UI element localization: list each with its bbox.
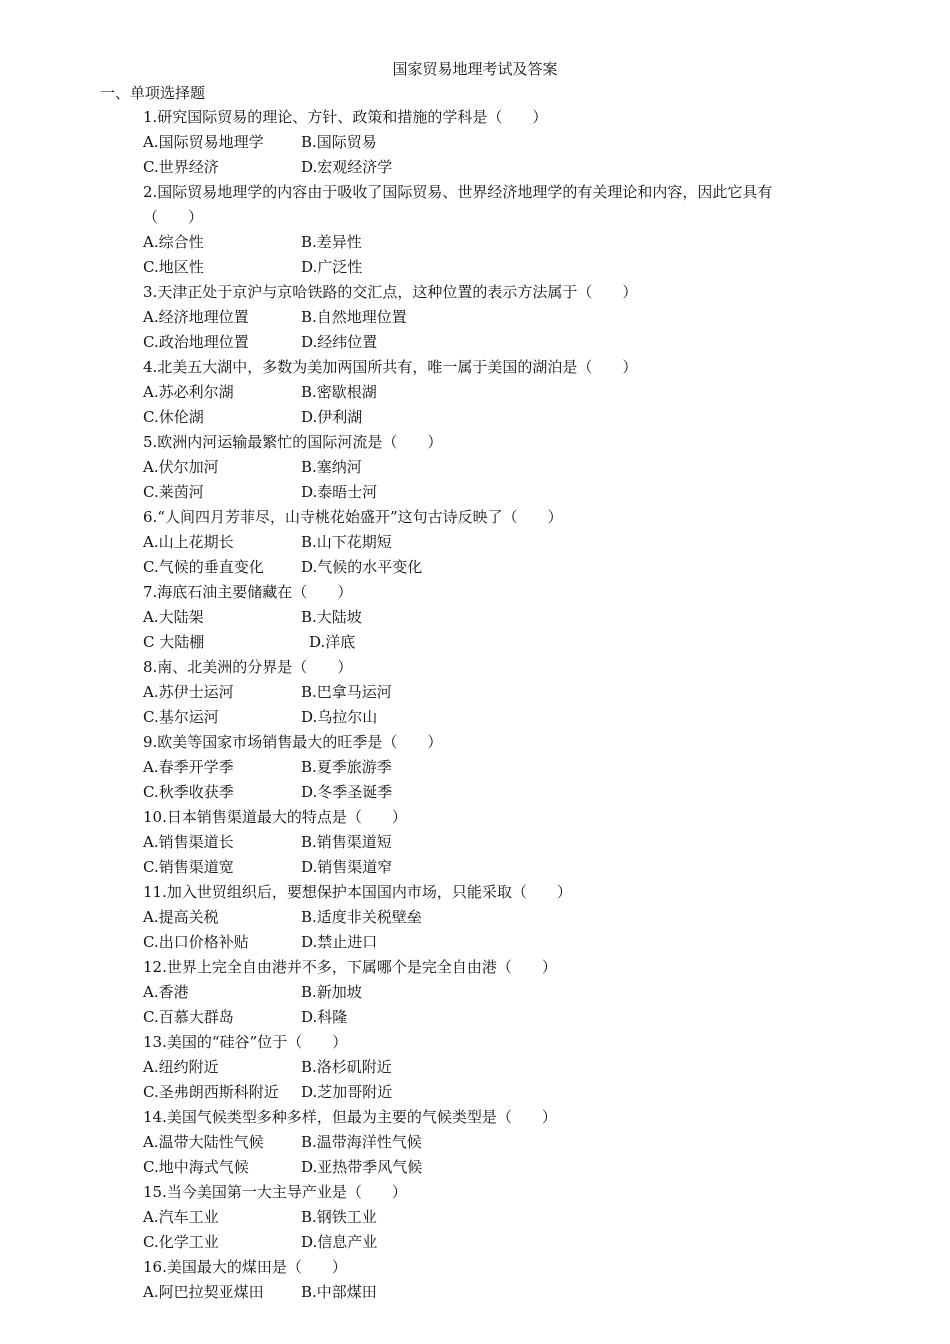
option-b: B.洛杉矶附近 [301,1058,392,1076]
option-d: D.禁止进口 [301,933,378,951]
option-c: C.地区性 [143,258,204,276]
option-row [143,905,823,930]
option-b: B.差异性 [301,233,362,251]
section-heading: 一、单项选择题 [100,84,206,102]
question-4 [143,355,823,430]
option-row [143,830,823,855]
option-d: D.亚热带季风气候 [301,1158,423,1176]
question-15 [143,1180,823,1255]
option-row [143,1205,823,1230]
question-stem: 6.“人间四月芳菲尽，山寺桃花始盛开”这句古诗反映了（ ） [143,508,563,526]
option-row [143,1080,823,1105]
option-c: C.休伦湖 [143,408,204,426]
option-b: B.密歇根湖 [301,383,377,401]
option-row [143,1055,823,1080]
option-a: A.提高关税 [143,908,219,926]
option-c: C.百慕大群岛 [143,1008,234,1026]
option-d: D.宏观经济学 [301,158,393,176]
option-b: B.塞纳河 [301,458,362,476]
option-b: B.适度非关税壁垒 [301,908,422,926]
option-c: C.化学工业 [143,1233,219,1251]
question-13 [143,1030,823,1105]
question-9 [143,730,823,805]
option-row [143,305,823,330]
option-row [143,380,823,405]
option-row [143,855,823,880]
question-stem: 13.美国的“硅谷”位于（ ） [143,1033,348,1051]
option-row [143,155,823,180]
option-a: A.苏伊士运河 [143,683,234,701]
question-16 [143,1255,823,1305]
question-stem: 8.南、北美洲的分界是（ ） [143,658,353,676]
option-b: B.大陆坡 [301,608,362,626]
option-row [143,630,823,655]
question-6 [143,505,823,580]
option-row [143,980,823,1005]
question-stem: 12.世界上完全自由港并不多，下属哪个是完全自由港（ ） [143,958,557,976]
option-d: D.经纬位置 [301,333,378,351]
option-d: D.洋底 [309,633,356,651]
question-stem: 3.天津正处于京沪与京哈铁路的交汇点，这种位置的表示方法属于（ ） [143,283,638,301]
option-a: A.经济地理位置 [143,308,249,326]
option-row [143,930,823,955]
question-stem: 4.北美五大湖中，多数为美加两国所共有，唯一属于美国的湖泊是（ ） [143,358,638,376]
option-row [143,1230,823,1255]
question-5 [143,430,823,505]
option-a: A.阿巴拉契亚煤田 [143,1283,264,1301]
question-7 [143,580,823,655]
question-stem: 5.欧洲内河运输最繁忙的国际河流是（ ） [143,433,443,451]
option-a: A.山上花期长 [143,533,234,551]
option-b: B.自然地理位置 [301,308,407,326]
option-a: A.综合性 [143,233,204,251]
option-c: C.世界经济 [143,158,219,176]
option-b: B.温带海洋性气候 [301,1133,422,1151]
option-c: C.圣弗朗西斯科附近 [143,1083,279,1101]
option-d: D.乌拉尔山 [301,708,378,726]
question-1 [143,105,823,180]
option-c: C.秋季收获季 [143,783,234,801]
question-stem: 14.美国气候类型多种多样，但最为主要的气候类型是（ ） [143,1108,557,1126]
option-a: A.香港 [143,983,189,1001]
question-12 [143,955,823,1030]
document-title: 国家贸易地理考试及答案 [392,60,558,78]
option-row [143,330,823,355]
option-b: B.钢铁工业 [301,1208,377,1226]
option-row [143,130,823,155]
option-b: B.新加坡 [301,983,362,1001]
option-c: C.政治地理位置 [143,333,249,351]
option-d: D.泰晤士河 [301,483,378,501]
option-b: B.中部煤田 [301,1283,377,1301]
option-a: A.纽约附近 [143,1058,219,1076]
question-stem: 2.国际贸易地理学的内容由于吸收了国际贸易、世界经济地理学的有关理论和内容，因此它具有（ ） [143,183,773,226]
question-stem: 7.海底石油主要储藏在（ ） [143,583,353,601]
option-a: A.苏必利尔湖 [143,383,234,401]
question-stem: 15.当今美国第一大主导产业是（ ） [143,1183,407,1201]
option-a: A.伏尔加河 [143,458,219,476]
option-a: A.国际贸易地理学 [143,133,264,151]
question-14 [143,1105,823,1180]
option-row [143,530,823,555]
option-row [143,1280,823,1305]
option-row [143,405,823,430]
question-stem: 9.欧美等国家市场销售最大的旺季是（ ） [143,733,443,751]
option-b: B.巴拿马运河 [301,683,392,701]
option-c: C.气候的垂直变化 [143,558,264,576]
question-8 [143,655,823,730]
question-2 [143,180,823,280]
question-11 [143,880,823,955]
question-stem: 11.加入世贸组织后，要想保护本国国内市场，只能采取（ ） [143,883,572,901]
question-list [143,105,823,1305]
option-a: A.温带大陆性气候 [143,1133,264,1151]
option-d: D.广泛性 [301,258,363,276]
option-row [143,555,823,580]
option-b: B.山下花期短 [301,533,392,551]
option-c: C.基尔运河 [143,708,219,726]
option-d: D.芝加哥附近 [301,1083,393,1101]
option-row [143,455,823,480]
option-b: B.国际贸易 [301,133,377,151]
option-d: D.科隆 [301,1008,348,1026]
option-c: C.销售渠道宽 [143,858,234,876]
option-c: C.地中海式气候 [143,1158,249,1176]
option-row [143,1005,823,1030]
option-row [143,755,823,780]
option-d: D.销售渠道窄 [301,858,393,876]
option-b: B.夏季旅游季 [301,758,392,776]
question-3 [143,280,823,355]
option-d: D.伊利湖 [301,408,363,426]
option-row [143,480,823,505]
option-d: D.冬季圣诞季 [301,783,393,801]
question-stem: 16.美国最大的煤田是（ ） [143,1258,347,1276]
option-d: D.气候的水平变化 [301,558,423,576]
question-stem: 10.日本销售渠道最大的特点是（ ） [143,808,407,826]
option-row [143,230,823,255]
option-b: B.销售渠道短 [301,833,392,851]
option-row [143,680,823,705]
option-row [143,1130,823,1155]
option-row [143,780,823,805]
option-c: C.出口价格补贴 [143,933,249,951]
option-row [143,255,823,280]
option-a: A.销售渠道长 [143,833,234,851]
question-10 [143,805,823,880]
option-row [143,705,823,730]
option-a: A.汽车工业 [143,1208,219,1226]
option-d: D.信息产业 [301,1233,378,1251]
option-c: C.莱茵河 [143,483,204,501]
option-a: A.春季开学季 [143,758,234,776]
option-row [143,1155,823,1180]
option-row [143,605,823,630]
option-c: C 大陆棚 [143,633,205,651]
option-a: A.大陆架 [143,608,204,626]
question-stem: 1.研究国际贸易的理论、方针、政策和措施的学科是（ ） [143,108,548,126]
